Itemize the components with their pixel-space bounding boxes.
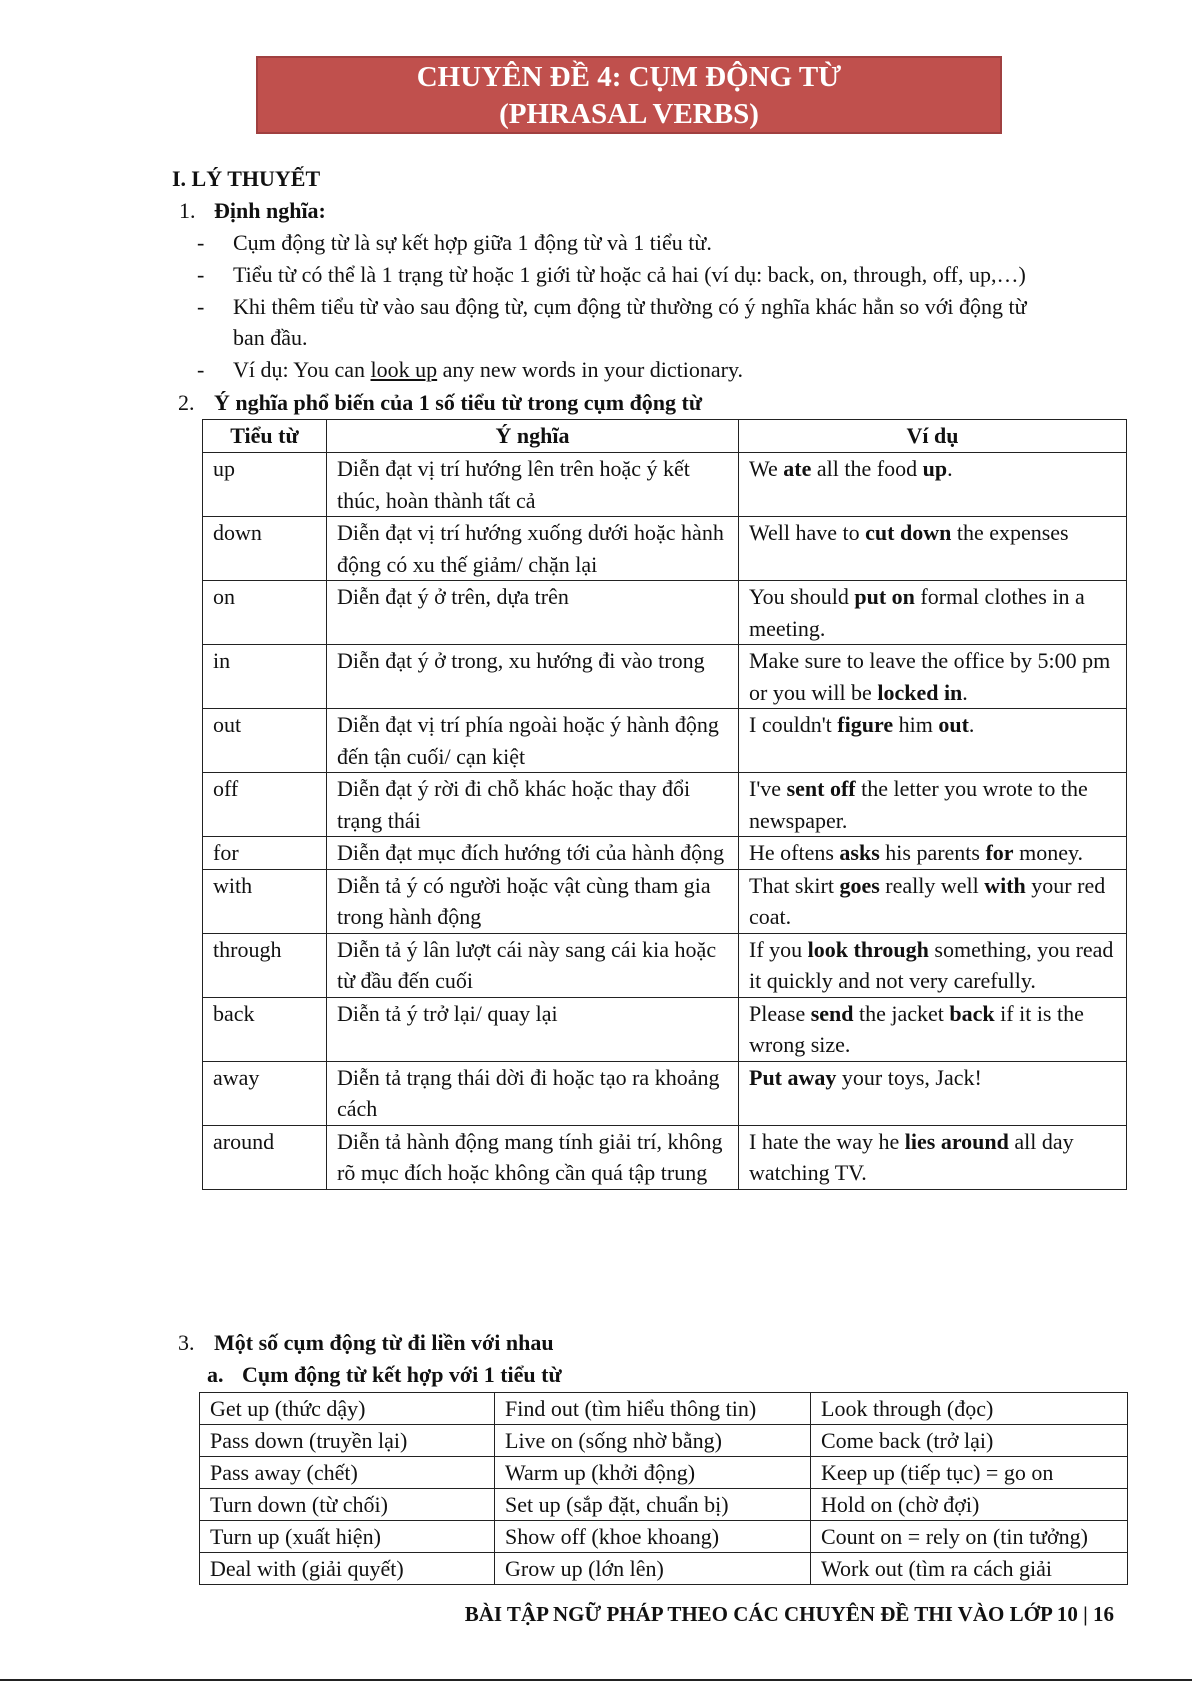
cell-particle: around: [203, 1125, 327, 1189]
cell-meaning: Diễn đạt vị trí phía ngoài hoặc ý hành động đến tận cuối/ cạn kiệt: [327, 709, 739, 773]
section3-number: 3.: [178, 1330, 195, 1355]
table-row: [200, 1521, 1128, 1553]
phrasal-verb-cell: Turn up (xuất hiện): [200, 1521, 495, 1553]
table-row: [203, 517, 1127, 581]
cell-particle: off: [203, 773, 327, 837]
table-row: [200, 1425, 1128, 1457]
table-row: [203, 645, 1127, 709]
example-underlined-phrase: look up: [370, 357, 438, 382]
bullet-dash: -: [197, 230, 205, 255]
phrasal-verb-cell: Keep up (tiếp tục) = go on: [811, 1457, 1128, 1489]
cell-example: Make sure to leave the office by 5:00 pm or you will be locked in.: [739, 645, 1127, 709]
item1-number: 1.: [179, 198, 196, 223]
header-meaning: Ý nghĩa: [327, 420, 739, 453]
cell-example: I hate the way he lies around all day watching TV.: [739, 1125, 1127, 1189]
definition-bullet-1: Cụm động từ là sự kết hợp giữa 1 động từ và 1 tiểu từ.: [233, 230, 712, 255]
table-row: [203, 581, 1127, 645]
example-line: [233, 355, 743, 386]
phrasal-verb-cell: Deal with (giải quyết): [200, 1553, 495, 1585]
cell-particle: in: [203, 645, 327, 709]
cell-meaning: Diễn đạt vị trí hướng lên trên hoặc ý kết thúc, hoàn thành tất cả: [327, 453, 739, 517]
phrasal-verb-cell: Come back (trở lại): [811, 1425, 1128, 1457]
cell-particle: out: [203, 709, 327, 773]
cell-example: He oftens asks his parents for money.: [739, 837, 1127, 870]
bullet-dash: -: [197, 357, 205, 382]
example-suffix: any new words in your dictionary.: [437, 357, 744, 382]
definition-bullet-2: Tiểu từ có thể là 1 trạng từ hoặc 1 giới từ hoặc cả hai (ví dụ: back, on, through, off, up,…): [233, 262, 1026, 287]
cell-particle: with: [203, 869, 327, 933]
table-row: [203, 837, 1127, 870]
section-heading: I. LÝ THUYẾT: [172, 166, 321, 191]
bullet-dash: -: [197, 262, 205, 287]
definition-bullet-3: Khi thêm tiểu từ vào sau động từ, cụm động từ thường có ý nghĩa khác hẳn so với động từ: [233, 294, 1027, 319]
cell-particle: down: [203, 517, 327, 581]
item2-label: Ý nghĩa phổ biến của 1 số tiểu từ trong cụm động từ: [214, 390, 703, 415]
phrasal-verb-cell: Hold on (chờ đợi): [811, 1489, 1128, 1521]
item1-label: Định nghĩa:: [214, 198, 326, 223]
phrasal-verb-cell: Work out (tìm ra cách giải: [811, 1553, 1128, 1585]
cell-meaning: Diễn tả ý có người hoặc vật cùng tham gia trong hành động: [327, 869, 739, 933]
cell-example: You should put on formal clothes in a meeting.: [739, 581, 1127, 645]
definition-bullet-3-cont: ban đầu.: [233, 325, 308, 350]
particle-meaning-table: [202, 419, 1127, 1190]
cell-meaning: Diễn tả ý trở lại/ quay lại: [327, 997, 739, 1061]
table-row: [203, 773, 1127, 837]
phrasal-verb-cell: Live on (sống nhờ bằng): [495, 1425, 811, 1457]
table-row: [203, 453, 1127, 517]
cell-example: We ate all the food up.: [739, 453, 1127, 517]
phrasal-verb-cell: Pass down (truyền lại): [200, 1425, 495, 1457]
bottom-rule: [0, 1679, 1192, 1681]
cell-particle: through: [203, 933, 327, 997]
cell-meaning: Diễn đạt ý ở trong, xu hướng đi vào trong: [327, 645, 739, 709]
phrasal-verb-cell: Count on = rely on (tin tưởng): [811, 1521, 1128, 1553]
cell-example: Please send the jacket back if it is the wrong size.: [739, 997, 1127, 1061]
phrasal-verb-cell: Look through (đọc): [811, 1393, 1128, 1425]
title-banner: [256, 56, 1002, 134]
table-row: [203, 997, 1127, 1061]
cell-particle: up: [203, 453, 327, 517]
table-row: [203, 1061, 1127, 1125]
cell-example: I couldn't figure him out.: [739, 709, 1127, 773]
sub-a-label: Cụm động từ kết hợp với 1 tiểu từ: [242, 1362, 562, 1387]
cell-particle: away: [203, 1061, 327, 1125]
item2-number: 2.: [178, 390, 195, 415]
table-row: [200, 1553, 1128, 1585]
cell-meaning: Diễn đạt vị trí hướng xuống dưới hoặc hành động có xu thế giảm/ chặn lại: [327, 517, 739, 581]
cell-meaning: Diễn đạt ý rời đi chỗ khác hoặc thay đổi trạng thái: [327, 773, 739, 837]
title-line-2: (PHRASAL VERBS): [499, 98, 759, 130]
title-line-1: CHUYÊN ĐỀ 4: CỤM ĐỘNG TỪ: [416, 61, 842, 93]
cell-meaning: Diễn tả trạng thái dời đi hoặc tạo ra khoảng cách: [327, 1061, 739, 1125]
phrasal-verbs-table: [199, 1392, 1128, 1585]
phrasal-verb-cell: Show off (khoe khoang): [495, 1521, 811, 1553]
cell-example: If you look through something, you read it quickly and not very carefully.: [739, 933, 1127, 997]
sub-a-letter: a.: [207, 1362, 224, 1387]
section3-label: Một số cụm động từ đi liền với nhau: [214, 1330, 554, 1355]
cell-meaning: Diễn đạt ý ở trên, dựa trên: [327, 581, 739, 645]
table-header-row: [203, 420, 1127, 453]
cell-particle: back: [203, 997, 327, 1061]
cell-meaning: Diễn tả ý lân lượt cái này sang cái kia hoặc từ đầu đến cuối: [327, 933, 739, 997]
phrasal-verb-cell: Turn down (từ chối): [200, 1489, 495, 1521]
cell-particle: for: [203, 837, 327, 870]
phrasal-verb-cell: Find out (tìm hiểu thông tin): [495, 1393, 811, 1425]
table-row: [200, 1489, 1128, 1521]
example-prefix: Ví dụ: You can: [233, 357, 371, 382]
page-footer: BÀI TẬP NGỮ PHÁP THEO CÁC CHUYÊN ĐỀ THI VÀO LỚP 10 | 16: [464, 1602, 1114, 1626]
bullet-dash: -: [197, 294, 205, 319]
table-row: [203, 869, 1127, 933]
cell-particle: on: [203, 581, 327, 645]
cell-example: I've sent off the letter you wrote to the newspaper.: [739, 773, 1127, 837]
phrasal-verb-cell: Warm up (khởi động): [495, 1457, 811, 1489]
table-row: [203, 933, 1127, 997]
cell-example: Well have to cut down the expenses: [739, 517, 1127, 581]
phrasal-verb-cell: Get up (thức dậy): [200, 1393, 495, 1425]
table-row: [203, 709, 1127, 773]
phrasal-verb-cell: Grow up (lớn lên): [495, 1553, 811, 1585]
table-row: [203, 1125, 1127, 1189]
header-particle: Tiểu từ: [203, 420, 327, 453]
phrasal-verb-cell: Set up (sắp đặt, chuẩn bị): [495, 1489, 811, 1521]
table-row: [200, 1457, 1128, 1489]
cell-meaning: Diễn đạt mục đích hướng tới của hành động: [327, 837, 739, 870]
cell-example: Put away your toys, Jack!: [739, 1061, 1127, 1125]
cell-example: That skirt goes really well with your red coat.: [739, 869, 1127, 933]
cell-meaning: Diễn tả hành động mang tính giải trí, không rõ mục đích hoặc không cần quá tập trung: [327, 1125, 739, 1189]
phrasal-verb-cell: Pass away (chết): [200, 1457, 495, 1489]
table-row: [200, 1393, 1128, 1425]
header-example: Ví dụ: [739, 420, 1127, 453]
